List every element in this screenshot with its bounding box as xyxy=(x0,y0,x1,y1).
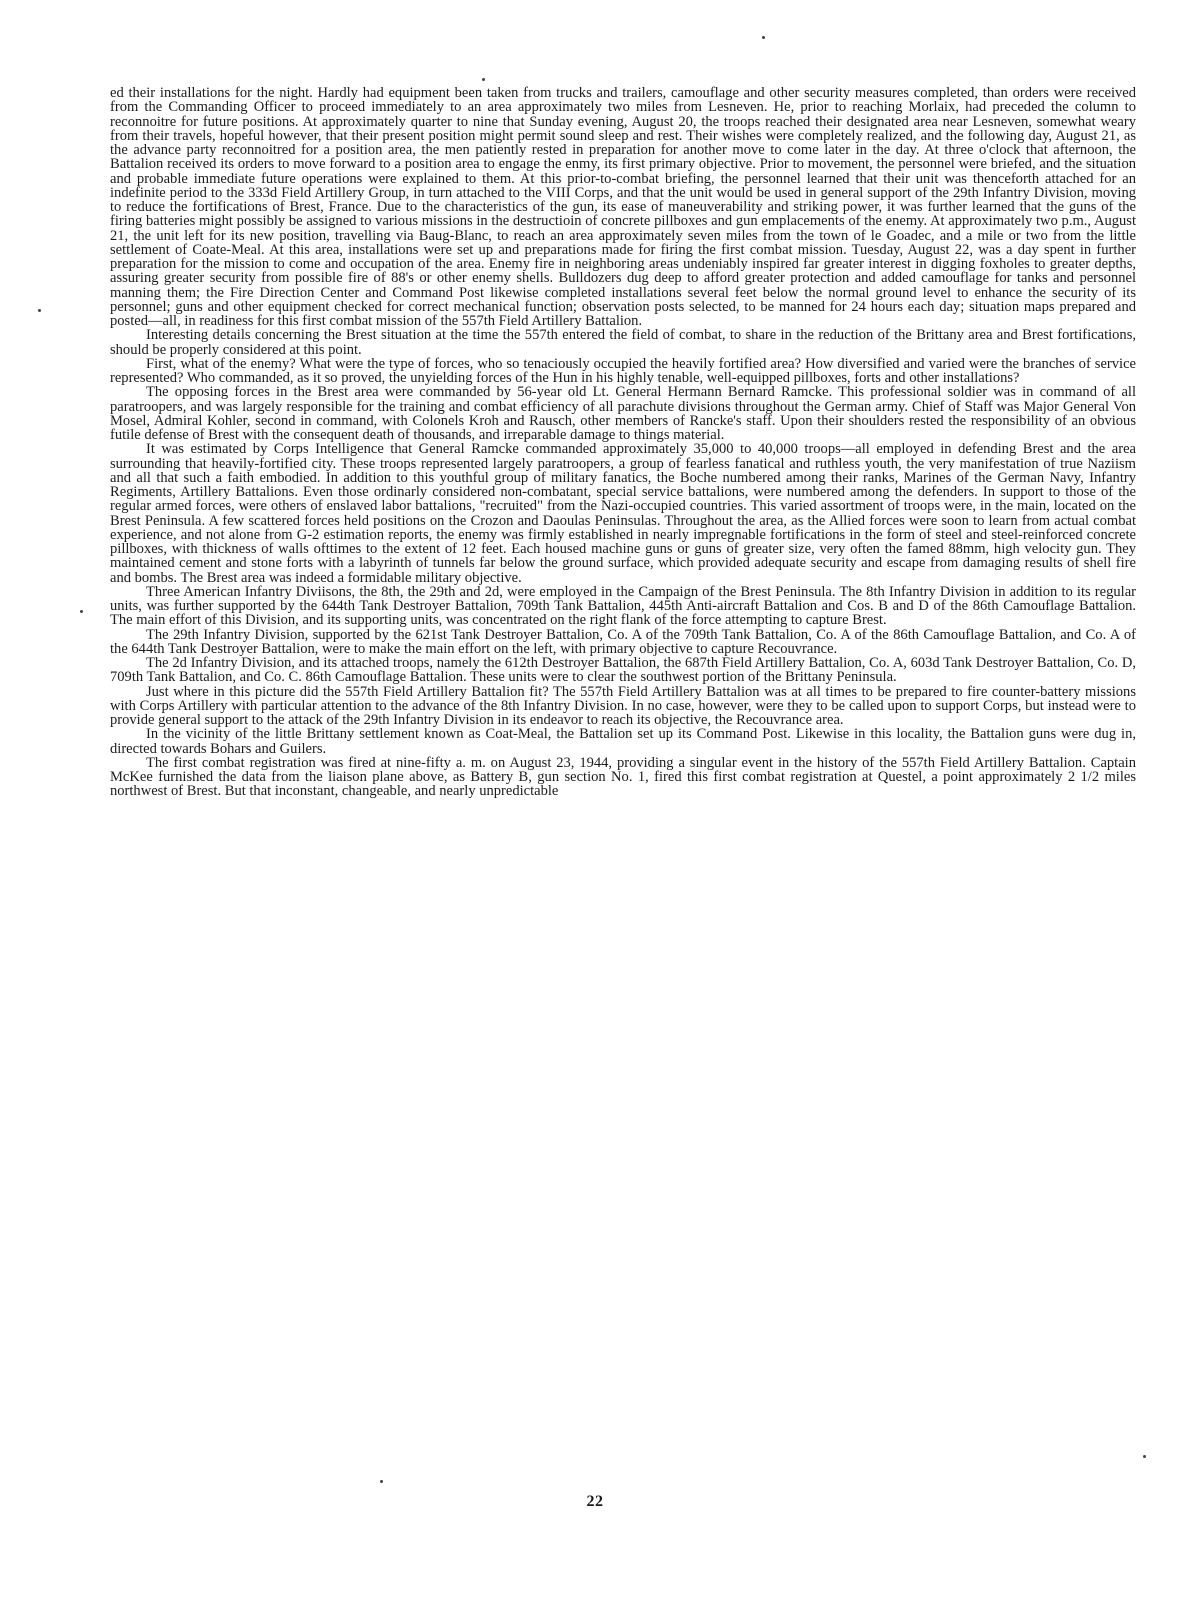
paragraph: ed their installations for the night. Hardly had equipment been taken from trucks and trailers, camouflage and other security measures completed, than orders were received from the Commanding Officer to proceed immediately to an area approximately two miles from Lesneven. He, prior to reaching Morlaix, had preceded the column to reconnoitre for future positions. At approximately quarter to nine that Sunday evening, August 20, the troops reached their designated area near Lesneven, somewhat weary from their travels, hopeful however, that their present position might permit sound sleep and rest. Their wishes were completely realized, and the following day, August 21, as the advance party reconnoitred for a position area, the men patiently rested in preparation for another move to come later in the day. At three o'clock that afternoon, the Battalion received its orders to move forward to a position area to engage the enmy, its first primary objective. Prior to movement, the personnel were briefed, and the situation and probable immediate future operations were explained to them. At this prior-to-combat briefing, the personnel learned that their unit was thenceforth attached for an indefinite period to the 333d Field Artillery Group, in turn attached to the VIII Corps, and that the unit would be used in general support of the 29th Infantry Division, moving to reduce the fortifications of Brest, France. Due to the characteristics of the gun, its ease of maneuverability and striking power, it was further learned that the guns of the firing batteries might possibly be assigned to various missions in the destructioin of concrete pillboxes and gun emplacements of the enemy. At approximately two p.m., August 21, the unit left for its new position, travelling via Baug-Blanc, to reach an area approximately seven miles from the town of le Goadec, and a mile or two from the little settlement of Coate-Meal. At this area, installations were set up and preparations made for firing the first combat mission. Tuesday, August 22, was a day spent in further preparation for the mission to come and occupation of the area. Enemy fire in neighboring areas undeniably inspired far greater interest in digging foxholes to greater depths, assuring greater security from possible fire of 88's or other enemy shells. Bulldozers dug deep to afford greater protection and added camouflage for tanks and personnel manning them; the Fire Direction Center and Command Post likewise completed installations several feet below the normal ground level to enhance the security of its personnel; guns and other equipment checked for correct mechanical function; observation posts selected, to be manned for 24 hours each day; situation maps prepared and posted—all, in readiness for this first combat mission of the 557th Field Artillery Battalion. xyxy=(110,85,1136,329)
paragraph: Interesting details concerning the Brest situation at the time the 557th entered the field of combat, to share in the reduction of the Brittany area and Brest fortifications, should be properly considered at this point. xyxy=(110,327,1136,358)
scan-speck xyxy=(482,78,485,81)
paragraph: The opposing forces in the Brest area were commanded by 56-year old Lt. General Hermann Bernard Ramcke. This professional soldier was in command of all paratroopers, and was largely responsible for the training and combat efficiency of all parachute divisions throughout the German army. Chief of Staff was Major General Von Mosel, Admiral Kohler, second in command, with Colonels Kroh and Rausch, other members of Rancke's staff. Upon their shoulders rested the responsibility of an obvious futile defense of Brest with the consequent death of thousands, and irreparable damage to things material. xyxy=(110,384,1136,443)
paragraph: Just where in this picture did the 557th Field Artillery Battalion fit? The 557th Field Artillery Battalion was at all times to be prepared to fire counter-battery missions with Corps Artillery with particular attention to the advance of the 8th Infantry Division. In no case, however, were they to be called upon to support Corps, but instead were to provide general support to the attack of the 29th Infantry Division in its endeavor to reach its objective, the Recouvrance area. xyxy=(110,683,1136,728)
scan-speck xyxy=(1143,1455,1146,1458)
paragraph: First, what of the enemy? What were the type of forces, who so tenaciously occupied the heavily fortified area? How diversified and varied were the branches of service represented? Who commanded, as it so proved, the unyielding forces of the Hun in his highly tenable, well-equipped pillboxes, forts and other installations? xyxy=(110,355,1136,386)
paragraph: Three American Infantry Diviisons, the 8th, the 29th and 2d, were employed in the Campaign of the Brest Peninsula. The 8th Infantry Division in addition to its regular units, was further supported by the 644th Tank Destroyer Battalion, 709th Tank Battalion, 445th Anti-aircraft Battalion and Cos. B and D of the 86th Camouflage Battalion. The main effort of this Division, and its supporting units, was concentrated on the right flank of the force attempting to capture Brest. xyxy=(110,583,1136,629)
scan-speck xyxy=(80,610,83,613)
paragraph: The first combat registration was fired at nine-fifty a. m. on August 23, 1944, providing a singular event in the history of the 557th Field Artillery Battalion. Captain McKee furnished the data from the liaison plane above, as Battery B, gun section No. 1, fired this first combat registration at Questel, a point approximately 2 1/2 miles northwest of Brest. But that inconstant, changeable, and nearly unpredictable xyxy=(110,754,1136,800)
page-number: 22 xyxy=(586,1493,604,1510)
paragraph: The 29th Infantry Division, supported by the 621st Tank Destroyer Battalion, Co. A of the 709th Tank Battalion, Co. A of the 86th Camouflage Battalion, and Co. A of the 644th Tank Destroyer Battalion, were to make the main effort on the left, with primary objective to capture Recouvrance. xyxy=(110,626,1136,657)
scan-speck xyxy=(380,1480,383,1483)
scan-speck xyxy=(762,36,765,39)
paragraph: In the vicinity of the little Brittany settlement known as Coat-Meal, the Battalion set up its Command Post. Likewise in this locality, the Battalion guns were dug in, directed towards Bohars and Guilers. xyxy=(110,726,1136,757)
scan-speck xyxy=(38,309,41,312)
paragraph: It was estimated by Corps Intelligence that General Ramcke commanded approximately 35,000 to 40,000 troops—all employed in defending Brest and the area surrounding that heavily-fortified city. These troops represented largely paratroopers, a group of fearless fanatical and ruthless youth, the very manifestation of true Naziism and all that such a faith embodied. In addition to this youthful group of military fanatics, the Boche numbered among their ranks, Marines of the German Navy, Infantry Regiments, Artillery Battalions. Even those ordinarly considered non-combatant, special service battalions, were numbered among the defenders. In support to those of the regular armed forces, were others of enslaved labor battalions, "recruited" from the Nazi-occupied countries. This varied assortment of troops were, in the main, located on the Brest Peninsula. A few scattered forces held positions on the Crozon and Daoulas Peninsulas. Throughout the area, as the Allied forces were soon to learn from actual combat experience, and not alone from G-2 estimation reports, the enemy was firmly established in nearly impregnable fortifications in the form of steel and steel-reinforced concrete pillboxes, with thickness of walls ofttimes to the extent of 12 feet. Each housed machine guns or guns of greater size, very often the famed 88mm, high velocity gun. They maintained cement and stone forts with a labyrinth of tunnels far below the ground surface, which provided adequate security and escape from damaging results of shell fire and bombs. The Brest area was indeed a formidable military objective. xyxy=(110,441,1136,586)
paragraph: The 2d Infantry Division, and its attached troops, namely the 612th Destroyer Battalion, the 687th Field Artillery Battalion, Co. A, 603d Tank Destroyer Battalion, Co. D, 709th Tank Battalion, and Co. C. 86th Camouflage Battalion. These units were to clear the southwest portion of the Brittany Peninsula. xyxy=(110,655,1136,686)
body-text xyxy=(110,86,1136,799)
